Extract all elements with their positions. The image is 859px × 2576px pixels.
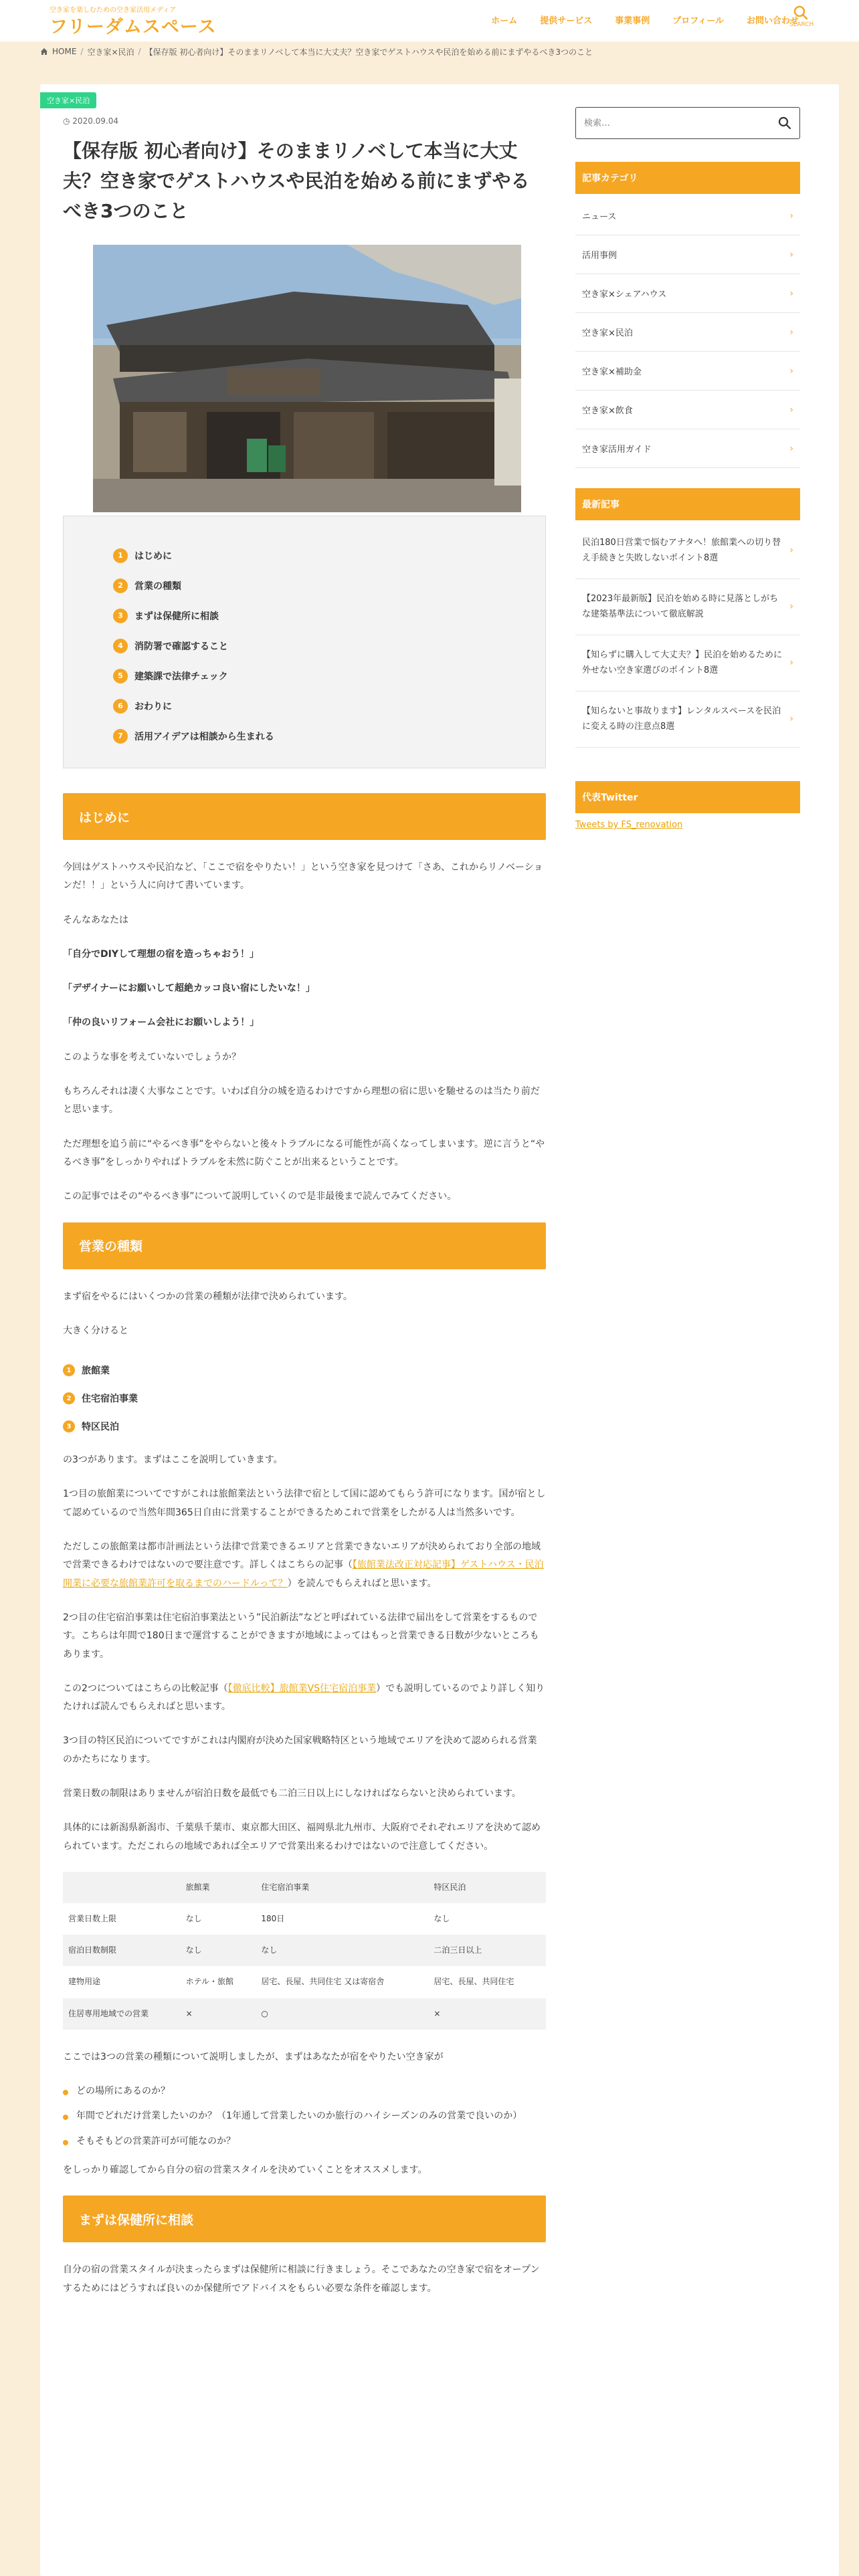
- toc-number: 1: [113, 548, 128, 563]
- breadcrumb-separator: /: [80, 47, 84, 56]
- table-cell: 建物用途: [63, 1966, 181, 1998]
- business-type-list: [63, 1356, 546, 1440]
- table-cell: 居宅、長屋、共同住宅 又は寄宿舎: [256, 1966, 428, 1998]
- nav-home[interactable]: ホーム: [491, 16, 518, 26]
- chevron-right-icon: ›: [789, 657, 793, 669]
- quote-line: 「自分でDIYして理想の宿を造っちゃおう！」: [63, 948, 259, 960]
- nav-cases[interactable]: 事業事例: [615, 16, 650, 26]
- quote-line: 「デザイナーにお願いして超絶カッコ良い宿にしたいな！」: [63, 983, 315, 994]
- list-number: 1: [63, 1364, 75, 1376]
- toc-item[interactable]: [113, 721, 545, 751]
- toc-number: 3: [113, 609, 128, 623]
- paragraph: そんなあなたは: [63, 914, 128, 926]
- nav-profile[interactable]: プロフィール: [672, 16, 724, 26]
- nav-services[interactable]: 提供サービス: [540, 16, 593, 26]
- section-heading-health-center: まずは保健所に相談: [63, 2195, 546, 2242]
- table-cell: 住居専用地域での営業: [63, 1998, 181, 2030]
- paragraph: 1つ目の旅館業についてですがこれは旅館業法という法律で宿として国に認めてもらう許可になります。国が宿として認めているので当然年間365日自由に営業することができるためこれで営業をしたがる人は当然多いです。: [63, 1489, 546, 1518]
- toc-number: 5: [113, 669, 128, 683]
- paragraph: 3つ目の特区民泊についてですがこれは内閣府が決めた国家戦略特区という地域でエリアを決めて認められる営業のかたちになります。: [63, 1735, 537, 1765]
- table-cell: 宿泊日数制限: [63, 1935, 181, 1966]
- category-label: 空き家×飲食: [582, 406, 633, 416]
- chevron-right-icon: ›: [789, 443, 793, 454]
- toc-item[interactable]: [113, 691, 545, 721]
- paragraph: もちろんそれは凄く大事なことです。いわば自分の城を造るわけですから理想の宿に思いを馳せるのは当たり前だと思います。: [63, 1086, 540, 1115]
- site-logo[interactable]: フリーダムスペース: [50, 17, 217, 37]
- paragraph: [63, 1538, 546, 1593]
- list-item: [63, 2107, 546, 2125]
- table-cell: ホテル・旅館: [181, 1966, 256, 1998]
- text: ）を読んでもらえればと思います。: [287, 1578, 437, 1589]
- comparison-table: [63, 1872, 546, 2030]
- bullet-icon: [63, 2115, 68, 2120]
- category-label: ニュース: [582, 212, 617, 222]
- section-heading-types: 営業の種類: [63, 1222, 546, 1269]
- toc-number: 6: [113, 699, 128, 714]
- paragraph: 大きく分けると: [63, 1325, 128, 1336]
- toc-label: はじめに: [134, 550, 172, 562]
- text: ただしこの旅館業は都市計画法という法律で営業できるエリアと営業できないエリアが決められており全部の地域で営業できるわけではないので要注意です。詳しくはこちらの記事（: [63, 1541, 541, 1571]
- toc-label: おわりに: [134, 701, 172, 712]
- recent-post-item[interactable]: [575, 579, 800, 635]
- list-item: [63, 1384, 546, 1412]
- table-header-row: [63, 1872, 546, 1903]
- article-link-compare[interactable]: 【徹底比較】旅館業VS住宅宿泊事業: [227, 1683, 377, 1694]
- toc-item[interactable]: [113, 661, 545, 691]
- table-cell: 二泊三日以上: [428, 1935, 546, 1966]
- paragraph: このような事を考えていないでしょうか？: [63, 1051, 241, 1063]
- search-icon[interactable]: [778, 116, 791, 130]
- toc-label: 営業の種類: [134, 580, 181, 592]
- table-cell: なし: [181, 1935, 256, 1966]
- toc-label: 活用アイデアは相談から生まれる: [134, 731, 274, 742]
- table-cell: なし: [256, 1935, 428, 1966]
- sidebar: [559, 84, 839, 2576]
- recent-posts-heading: 最新記事: [575, 488, 800, 520]
- toc-label: まずは保健所に相談: [134, 611, 219, 622]
- table-row: [63, 1935, 546, 1966]
- chevron-right-icon: ›: [789, 365, 793, 377]
- header-search-button[interactable]: [789, 5, 812, 35]
- list-label: どの場所にあるのか？: [76, 2086, 170, 2097]
- table-cell: 180日: [256, 1903, 428, 1935]
- chevron-right-icon: ›: [789, 288, 793, 299]
- category-label: 空き家活用ガイド: [582, 445, 652, 455]
- toc-item[interactable]: [113, 540, 545, 570]
- recent-post-item[interactable]: [575, 635, 800, 691]
- paragraph: 2つ目の住宅宿泊事業は住宅宿泊事業法という”民泊新法”などと呼ばれている法律で届出をして営業をするものです。こちらは年間で180日まで運営することができますが地域によってはもっと営業できる日数が少ないところもあります。: [63, 1612, 539, 1660]
- site-header: [0, 0, 859, 41]
- recent-post-title: 【知らないと事故ります】レンタルスペースを民泊に変える時の注意点8選: [582, 706, 781, 732]
- twitter-heading: 代表Twitter: [575, 781, 800, 813]
- list-number: 3: [63, 1420, 75, 1432]
- main-article: [40, 84, 567, 2576]
- paragraph: 自分の宿の営業スタイルが決まったらまずは保健所に相談に行きましょう。そこであなたの空き家で宿をオープンするためにはどうすれば良いのか保健所でアドバイスをもらい必要な条件を確認します。: [63, 2264, 540, 2294]
- list-item: [63, 2082, 546, 2101]
- chevron-right-icon: ›: [789, 249, 793, 260]
- toc-number: 4: [113, 639, 128, 653]
- table-cell: ○: [256, 1998, 428, 2030]
- category-item[interactable]: [575, 274, 800, 313]
- clock-icon: ◷: [63, 116, 73, 126]
- category-label: 空き家×シェアハウス: [582, 290, 667, 300]
- chevron-right-icon: ›: [789, 210, 793, 221]
- twitter-timeline-link[interactable]: Tweets by FS_renovation: [575, 820, 683, 830]
- toc-label: 消防署で確認すること: [134, 641, 228, 652]
- recent-posts-list: [575, 523, 823, 748]
- post-date: [63, 116, 118, 126]
- list-item: [63, 1412, 546, 1440]
- breadcrumb-separator: /: [138, 47, 141, 56]
- paragraph: 営業日数の制限はありませんが宿泊日数を最低でも二泊三日以上にしなければならないと決められています。: [63, 1788, 521, 1800]
- list-label: 年間でどれだけ営業したいのか？（1年通して営業したいのか旅行のハイシーズンのみの営業で良いのか）: [76, 2111, 522, 2122]
- recent-post-item[interactable]: [575, 691, 800, 748]
- search-label: SEARCH: [789, 21, 814, 28]
- search-input[interactable]: [584, 118, 758, 128]
- table-cell: ×: [428, 1998, 546, 2030]
- category-item[interactable]: [575, 235, 800, 274]
- old-house-photo: [93, 245, 521, 512]
- list-item: [63, 1356, 546, 1384]
- text: この2つについてはこちらの比較記事（: [63, 1683, 228, 1694]
- categories-heading: 記事カテゴリ: [575, 162, 800, 194]
- category-label: 活用事例: [582, 251, 617, 261]
- list-label: 住宅宿泊事業: [82, 1394, 138, 1405]
- bullet-icon: [63, 2090, 68, 2095]
- sidebar-search: [575, 107, 800, 139]
- toc-number: 7: [113, 729, 128, 744]
- paragraph: 今回はゲストハウスや民泊など、「ここで宿をやりたい！」という空き家を見つけて「さあ、これからリノベーションだ！！」という人に向けて書いています。: [63, 862, 543, 891]
- list-item: [63, 2133, 546, 2151]
- paragraph: をしっかり確認してから自分の宿の営業スタイルを決めていくことをオススメします。: [63, 2165, 427, 2176]
- chevron-right-icon: ›: [789, 545, 793, 556]
- chevron-right-icon: ›: [789, 714, 793, 725]
- table-row: [63, 1998, 546, 2030]
- toc-label: 建築課で法律チェック: [134, 671, 228, 682]
- table-row: [63, 1903, 546, 1935]
- search-icon: [793, 5, 808, 20]
- section-heading-intro: はじめに: [63, 793, 546, 840]
- chevron-right-icon: ›: [789, 601, 793, 613]
- table-cell: なし: [428, 1903, 546, 1935]
- site-tagline: 空き家を楽しむための空き家活用メディア: [50, 7, 177, 14]
- table-cell: [63, 1872, 181, 1903]
- toc-item[interactable]: [113, 570, 545, 601]
- post-title: 【保存版 初心者向け】そのままリノベして本当に大丈夫？空き家でゲストハウスや民泊を始める前にまずやるべき3つのこと: [63, 140, 530, 222]
- category-list: [575, 197, 823, 468]
- nav-contact[interactable]: お問い合わせ: [746, 16, 799, 26]
- category-item[interactable]: [575, 429, 800, 468]
- global-nav: [491, 13, 799, 26]
- toc-item[interactable]: [113, 631, 545, 661]
- article-link-ryokan[interactable]: 【旅館業法改正対応記事】ゲストハウス・民泊開業に必要な旅館業許可を取るまでのハードルって？: [63, 1560, 544, 1589]
- category-item[interactable]: [575, 197, 800, 235]
- category-item[interactable]: [575, 352, 800, 391]
- breadcrumb-current: 【保存版 初心者向け】そのままリノベして本当に大丈夫？空き家でゲストハウスや民泊を始める前にまずやるべき3つのこと: [145, 47, 593, 57]
- recent-post-title: 【2023年最新版】民泊を始める時に見落としがちな建築基準法について徹底解説: [582, 593, 779, 619]
- chevron-right-icon: ›: [789, 404, 793, 415]
- table-cell: 特区民泊: [428, 1872, 546, 1903]
- recent-post-item[interactable]: [575, 523, 800, 579]
- category-label: 空き家×民泊: [582, 328, 633, 338]
- paragraph: まず宿をやるにはいくつかの営業の種類が法律で決められています。: [63, 1291, 353, 1302]
- list-label: そもそもどの営業許可が可能なのか？: [76, 2135, 235, 2147]
- list-label: 特区民泊: [82, 1422, 119, 1433]
- table-cell: 営業日数上限: [63, 1903, 181, 1935]
- list-number: 2: [63, 1392, 75, 1404]
- table-cell: なし: [181, 1903, 256, 1935]
- breadcrumb: [0, 41, 859, 62]
- category-item[interactable]: [575, 313, 800, 352]
- toc-number: 2: [113, 578, 128, 593]
- toc-item[interactable]: [113, 601, 545, 631]
- recent-post-title: 【知らずに購入して大丈夫？】民泊を始めるために外せない空き家選びのポイント8選: [582, 649, 783, 675]
- category-label: 空き家×補助金: [582, 367, 642, 377]
- table-cell: ×: [181, 1998, 256, 2030]
- table-cell: 居宅、長屋、共同住宅: [428, 1966, 546, 1998]
- table-row: [63, 1966, 546, 1998]
- home-icon: [40, 47, 48, 56]
- bullet-icon: [63, 2140, 68, 2145]
- paragraph: 具体的には新潟県新潟市、千葉県千葉市、東京都大田区、福岡県北九州市、大阪府でそれぞれエリアを決めて認められています。ただこれらの地域であれば全エリアで営業出来るわけではないので注意してください。: [63, 1822, 541, 1852]
- breadcrumb-category[interactable]: 空き家×民泊: [87, 47, 134, 57]
- paragraph: [63, 1680, 546, 1717]
- quote-line: 「仲の良いリフォーム会社にお願いしよう！」: [63, 1017, 260, 1029]
- post-date-text: 2020.09.04: [72, 116, 119, 126]
- chevron-right-icon: ›: [789, 326, 793, 338]
- category-item[interactable]: [575, 391, 800, 429]
- table-of-contents: [63, 516, 546, 768]
- checklist: [63, 2082, 546, 2151]
- article-body: [63, 793, 546, 2314]
- table-cell: 住宅宿泊事業: [256, 1872, 428, 1903]
- paragraph: の3つがあります。まずはここを説明していきます。: [63, 1455, 283, 1466]
- paragraph: ただ理想を追う前に“やるべき事”をやらないと後々トラブルになる可能性が高くなってしまいます。逆に言うと“やるべき事”をしっかりやればトラブルを未然に防ぐことが出来るということです。: [63, 1138, 545, 1168]
- hero-image: [93, 245, 521, 512]
- recent-post-title: 民泊180日営業で悩むアナタへ！旅館業への切り替え手続きと失敗しないポイント8選: [582, 537, 781, 563]
- breadcrumb-home[interactable]: HOME: [52, 47, 77, 56]
- category-badge[interactable]: 空き家×民泊: [40, 92, 96, 108]
- table-cell: 旅館業: [181, 1872, 256, 1903]
- paragraph: ここでは3つの営業の種類について説明しましたが、まずはあなたが宿をやりたい空き家が: [63, 2051, 444, 2062]
- list-label: 旅館業: [82, 1366, 110, 1377]
- text: ）でも説明しているのでより詳しく知りたければ読んでもらえればと思います。: [63, 1683, 545, 1713]
- paragraph: この記事ではその“やるべき事”について説明していくので是非最後まで読んでみてください。: [63, 1191, 457, 1202]
